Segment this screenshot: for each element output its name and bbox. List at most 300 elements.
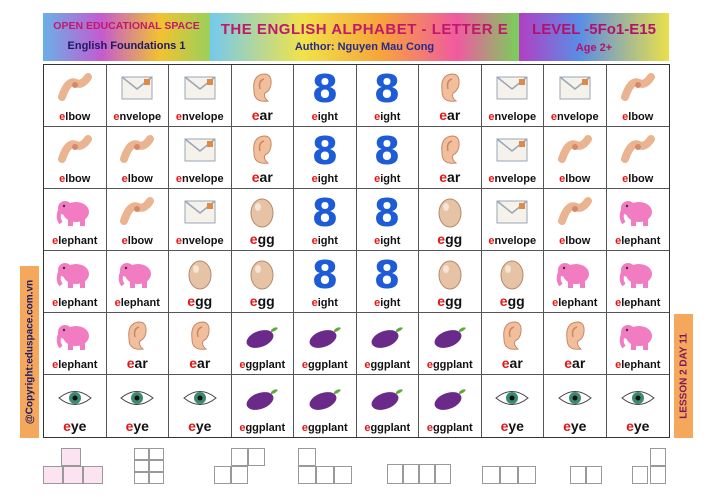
flashcard-word (544, 173, 606, 185)
word-rest: ar (259, 169, 273, 185)
word-rest: lbow (628, 111, 654, 123)
flashcard-word (44, 418, 106, 434)
letter-e-highlight: e (63, 418, 71, 434)
letter-e-highlight: e (364, 359, 371, 371)
flashcard (107, 127, 170, 189)
word-rest: gg (507, 293, 525, 309)
flashcard (294, 127, 357, 189)
svg-text:8: 8 (311, 255, 338, 293)
letter-e-highlight: e (626, 418, 634, 434)
flashcard-word (419, 169, 481, 185)
letter-e-highlight: e (249, 293, 258, 309)
letter-e-highlight: e (311, 111, 318, 123)
word-rest: ar (259, 107, 273, 123)
flashcard (482, 251, 545, 313)
flashcard (107, 251, 170, 313)
word-rest: ar (572, 355, 586, 371)
word-rest: ight (380, 111, 401, 123)
letter-e-highlight: e (121, 173, 128, 185)
word-rest: ggplant (432, 359, 473, 371)
word-rest: lbow (65, 111, 91, 123)
thumbnail-ear-group (570, 448, 602, 488)
flashcard-word (482, 111, 544, 123)
letter-e-highlight: e (52, 359, 59, 371)
letter-e-highlight: e (311, 173, 318, 185)
flashcard-word (169, 111, 231, 123)
flashcard-word (419, 422, 481, 434)
word-rest: gg (445, 231, 463, 247)
letter-e-highlight: e (374, 235, 381, 247)
flashcard (44, 127, 107, 189)
word-rest: ight (380, 235, 401, 247)
word-rest: lbow (127, 235, 153, 247)
flashcard (294, 65, 357, 127)
letter-e-highlight: e (113, 111, 120, 123)
letter-e-highlight: e (559, 173, 566, 185)
letter-e-highlight: e (52, 235, 59, 247)
egg-icon (181, 256, 219, 292)
svg-text:8: 8 (374, 131, 401, 169)
letter-e-highlight: e (114, 297, 121, 309)
ear-icon (181, 318, 219, 354)
word-rest: ar (447, 107, 461, 123)
letter-e-highlight: e (301, 359, 308, 371)
flashcard-word (107, 418, 169, 434)
egg-icon (431, 194, 469, 230)
eight-icon (306, 70, 344, 106)
course-name: English Foundations 1 (67, 40, 186, 52)
word-rest: nvelope (494, 235, 537, 247)
word-rest: lephant (558, 297, 598, 309)
flashcard (419, 251, 482, 313)
eight-icon (368, 256, 406, 292)
thumbnail-elephant-group (43, 448, 105, 488)
flashcard-word (357, 422, 419, 434)
flashcard (107, 375, 170, 437)
flashcard-word (44, 111, 106, 123)
word-rest: ar (447, 169, 461, 185)
flashcard-word (357, 359, 419, 371)
eggplant-icon (431, 380, 469, 416)
eye-icon (556, 380, 594, 416)
elephant-icon (619, 256, 657, 292)
flashcard (169, 251, 232, 313)
word-rest: nvelope (119, 111, 162, 123)
word-rest: gg (195, 293, 213, 309)
letter-e-highlight: e (426, 422, 433, 434)
ear-icon (118, 318, 156, 354)
letter-e-highlight: e (622, 173, 629, 185)
flashcard-word (607, 173, 670, 185)
flashcard-word (544, 235, 606, 247)
word-rest: nvelope (182, 235, 224, 247)
lesson-text: LESSON 2 DAY 11 (678, 333, 689, 419)
flashcard (107, 65, 170, 127)
letter-e-highlight: e (437, 293, 446, 309)
elbow-icon (619, 70, 657, 106)
flashcard (294, 375, 357, 437)
thumbnail-envelope-group (298, 448, 352, 488)
letter-e-highlight: e (189, 355, 198, 371)
word-rest: ye (508, 418, 524, 434)
word-rest: gg (257, 231, 275, 247)
word-rest: nvelope (494, 173, 537, 185)
letter-e-highlight: e (499, 293, 508, 309)
elbow-icon (556, 132, 594, 168)
flashcard-word (294, 297, 356, 309)
flashcard (169, 189, 232, 251)
author-line: Author: Nguyen Mau Cong (294, 41, 435, 53)
word-rest: lephant (621, 297, 661, 309)
letter-e-highlight: e (239, 359, 246, 371)
flashcard (544, 251, 607, 313)
flashcard (169, 313, 232, 375)
letter-e-highlight: e (550, 111, 558, 123)
flashcard-word (544, 418, 606, 434)
flashcard (482, 313, 545, 375)
letter-e-highlight: e (188, 418, 196, 434)
word-rest: ight (380, 173, 401, 185)
envelope-icon (181, 70, 219, 106)
letter-e-highlight: e (301, 422, 308, 434)
flashcard-word (44, 235, 106, 247)
flashcard-word (607, 111, 670, 123)
word-rest: lephant (120, 297, 160, 309)
word-rest: ye (70, 418, 87, 434)
flashcard-word (607, 297, 670, 309)
elephant-icon (56, 318, 94, 354)
flashcard-word (44, 297, 106, 309)
flashcard-word (419, 107, 481, 123)
flashcard-word (482, 235, 544, 247)
eye-icon (493, 380, 531, 416)
flashcard-word (232, 359, 294, 371)
letter-e-highlight: e (249, 231, 258, 247)
flashcard-word (607, 359, 670, 371)
copyright-strip (20, 266, 39, 438)
flashcard (169, 375, 232, 437)
letter-e-highlight: e (488, 111, 495, 123)
svg-text:8: 8 (311, 131, 338, 169)
flashcard (232, 127, 295, 189)
letter-e-highlight: e (622, 111, 629, 123)
flashcard-word (294, 173, 356, 185)
word-rest: ye (133, 418, 149, 434)
ear-icon (493, 318, 531, 354)
page-title: THE ENGLISH ALPHABET - LETTER E (220, 21, 509, 38)
letter-e-highlight: e (500, 418, 509, 434)
ear-icon (431, 132, 469, 168)
flashcard (482, 189, 545, 251)
word-rest: lbow (65, 173, 91, 185)
flashcard-word (419, 231, 481, 247)
thumbnail-elbow-group (214, 448, 266, 488)
flashcard (44, 65, 107, 127)
egg-icon (493, 256, 531, 292)
letter-e-highlight: e (374, 297, 381, 309)
thumbnail-eggplant-group (134, 448, 166, 488)
letter-e-highlight: e (563, 418, 571, 434)
word-rest: ight (380, 297, 401, 309)
letter-e-highlight: e (311, 297, 318, 309)
flashcard (544, 127, 607, 189)
envelope-icon (181, 194, 219, 230)
thumbnail-eight-group (387, 448, 451, 488)
eggplant-icon (368, 318, 406, 354)
flashcard-word (544, 297, 606, 309)
flashcard-word (482, 355, 544, 371)
flashcard (44, 189, 107, 251)
word-rest: lephant (58, 297, 98, 309)
flashcard (357, 127, 420, 189)
flashcard (232, 251, 295, 313)
flashcard (419, 189, 482, 251)
word-rest: ight (317, 297, 338, 309)
flashcard (482, 375, 545, 437)
word-rest: nvelope (494, 111, 537, 123)
flashcard-word (107, 297, 169, 309)
eggplant-icon (368, 380, 406, 416)
ear-icon (243, 132, 281, 168)
letter-e-highlight: e (615, 297, 622, 309)
flashcard-word (107, 355, 169, 371)
flashcard-word (357, 297, 419, 309)
word-rest: gg (257, 293, 275, 309)
flashcard-word (294, 235, 356, 247)
flashcard (357, 65, 420, 127)
letter-e-highlight: e (126, 355, 135, 371)
ear-icon (431, 70, 469, 106)
svg-text:8: 8 (374, 69, 401, 107)
elbow-icon (56, 132, 94, 168)
flashcard (357, 189, 420, 251)
flashcard-word (232, 293, 294, 309)
word-rest: ggplant (370, 359, 411, 371)
flashcard (419, 65, 482, 127)
word-rest: ye (195, 418, 212, 434)
eye-icon (118, 380, 156, 416)
word-rest: ggplant (432, 422, 473, 434)
flashcard (232, 65, 295, 127)
flashcard-word (419, 293, 481, 309)
thumbnail-eye-group (482, 448, 536, 488)
flashcard-word (607, 235, 670, 247)
flashcard (419, 127, 482, 189)
letter-e-highlight: e (488, 235, 495, 247)
word-rest: ggplant (307, 422, 348, 434)
flashcard-word (169, 173, 231, 185)
word-rest: ar (509, 355, 523, 371)
eggplant-icon (306, 318, 344, 354)
envelope-icon (493, 132, 531, 168)
flashcard (544, 65, 607, 127)
envelope-icon (493, 194, 531, 230)
flashcard (107, 313, 170, 375)
word-rest: nvelope (182, 111, 224, 123)
elbow-icon (118, 132, 156, 168)
letter-e-highlight: e (125, 418, 134, 434)
word-rest: nvelope (557, 111, 599, 123)
egg-icon (243, 256, 281, 292)
flashcard (544, 189, 607, 251)
flashcard-word (232, 231, 294, 247)
flashcard (607, 375, 670, 437)
flashcard (44, 375, 107, 437)
word-rest: ggplant (370, 422, 411, 434)
flashcard (357, 375, 420, 437)
envelope-icon (118, 70, 156, 106)
flashcard-word (294, 359, 356, 371)
letter-e-highlight: e (437, 231, 446, 247)
eight-icon (368, 70, 406, 106)
flashcard (44, 313, 107, 375)
level-code: LEVEL -5Fo1-E15 (532, 21, 656, 38)
eggplant-icon (431, 318, 469, 354)
letter-e-highlight: e (175, 235, 183, 247)
flashcard-word (44, 359, 106, 371)
flashcard-word (169, 418, 231, 434)
flashcard-word (107, 111, 169, 123)
envelope-icon (181, 132, 219, 168)
flashcard (482, 127, 545, 189)
word-rest: lbow (565, 173, 591, 185)
header-title-panel (210, 13, 519, 61)
flashcard (419, 313, 482, 375)
letter-e-highlight: e (501, 355, 510, 371)
flashcard (607, 251, 670, 313)
flashcard-word (294, 111, 356, 123)
elephant-icon (619, 318, 657, 354)
flashcard-word (357, 111, 419, 123)
flashcard (607, 313, 670, 375)
eight-icon (306, 256, 344, 292)
letter-e-highlight: e (311, 235, 318, 247)
ear-icon (556, 318, 594, 354)
flashcard (107, 189, 170, 251)
word-rest: gg (445, 293, 463, 309)
word-rest: lephant (621, 235, 661, 247)
word-rest: ight (317, 111, 338, 123)
letter-e-highlight: e (488, 173, 495, 185)
letter-e-highlight: e (52, 297, 59, 309)
flashcard (607, 189, 670, 251)
envelope-icon (556, 70, 594, 106)
letter-e-highlight: e (251, 107, 260, 123)
letter-e-highlight: e (187, 293, 196, 309)
flashcard (544, 375, 607, 437)
flashcard-word (107, 235, 169, 247)
eight-icon (368, 194, 406, 230)
flashcard (44, 251, 107, 313)
svg-text:8: 8 (311, 193, 338, 231)
flashcard (169, 65, 232, 127)
letter-e-highlight: e (374, 173, 381, 185)
word-rest: ggplant (245, 359, 286, 371)
flashcard-word (169, 293, 231, 309)
flashcard-word (169, 235, 231, 247)
letter-e-highlight: e (439, 169, 448, 185)
flashcard-word (419, 359, 481, 371)
letter-e-highlight: e (615, 359, 622, 371)
word-rest: lephant (58, 235, 98, 247)
letter-e-highlight: e (59, 173, 66, 185)
envelope-icon (493, 70, 531, 106)
flashcard (607, 65, 670, 127)
eight-icon (306, 194, 344, 230)
flashcard (294, 189, 357, 251)
letter-e-highlight: e (175, 173, 183, 185)
letter-e-highlight: e (251, 169, 260, 185)
letter-e-highlight: e (439, 107, 448, 123)
flashcard-word (107, 173, 169, 185)
letter-e-highlight: e (552, 297, 559, 309)
eggplant-icon (306, 380, 344, 416)
eggplant-icon (243, 380, 281, 416)
word-rest: lbow (565, 235, 591, 247)
flashcard-word (544, 111, 606, 123)
letter-e-highlight: e (374, 111, 381, 123)
flashcard-word (169, 355, 231, 371)
word-rest: ye (633, 418, 650, 434)
flashcard-word (357, 173, 419, 185)
eight-icon (306, 132, 344, 168)
word-rest: lbow (127, 173, 153, 185)
flashcard (294, 313, 357, 375)
flashcard (419, 375, 482, 437)
elephant-icon (56, 256, 94, 292)
lesson-strip (674, 314, 693, 438)
flashcard (169, 127, 232, 189)
letter-e-highlight: e (564, 355, 573, 371)
header-level-panel (519, 13, 669, 61)
flashcard (544, 313, 607, 375)
eight-icon (368, 132, 406, 168)
flashcard-grid (43, 64, 670, 438)
egg-icon (431, 256, 469, 292)
word-rest: ight (317, 235, 338, 247)
letter-e-highlight: e (426, 359, 433, 371)
svg-text:8: 8 (374, 255, 401, 293)
flashcard-word (482, 293, 544, 309)
ear-icon (243, 70, 281, 106)
letter-e-highlight: e (121, 235, 128, 247)
elephant-icon (556, 256, 594, 292)
age-range: Age 2+ (575, 42, 613, 54)
flashcard (294, 251, 357, 313)
letter-e-highlight: e (59, 111, 66, 123)
elbow-icon (556, 194, 594, 230)
word-rest: ggplant (245, 422, 286, 434)
flashcard-word (294, 422, 356, 434)
word-rest: nvelope (182, 173, 224, 185)
organization-name: OPEN EDUCATIONAL SPACE (53, 20, 200, 32)
eye-icon (181, 380, 219, 416)
word-rest: ar (197, 355, 211, 371)
word-rest: lbow (628, 173, 654, 185)
svg-text:8: 8 (374, 193, 401, 231)
flashcard (482, 65, 545, 127)
letter-e-highlight: e (239, 422, 246, 434)
flashcard (607, 127, 670, 189)
word-rest: lephant (58, 359, 98, 371)
flashcard-word (357, 235, 419, 247)
word-rest: lephant (621, 359, 661, 371)
word-rest: ggplant (307, 359, 348, 371)
flashcard (357, 313, 420, 375)
flashcard (232, 313, 295, 375)
egg-icon (243, 194, 281, 230)
elephant-icon (619, 194, 657, 230)
